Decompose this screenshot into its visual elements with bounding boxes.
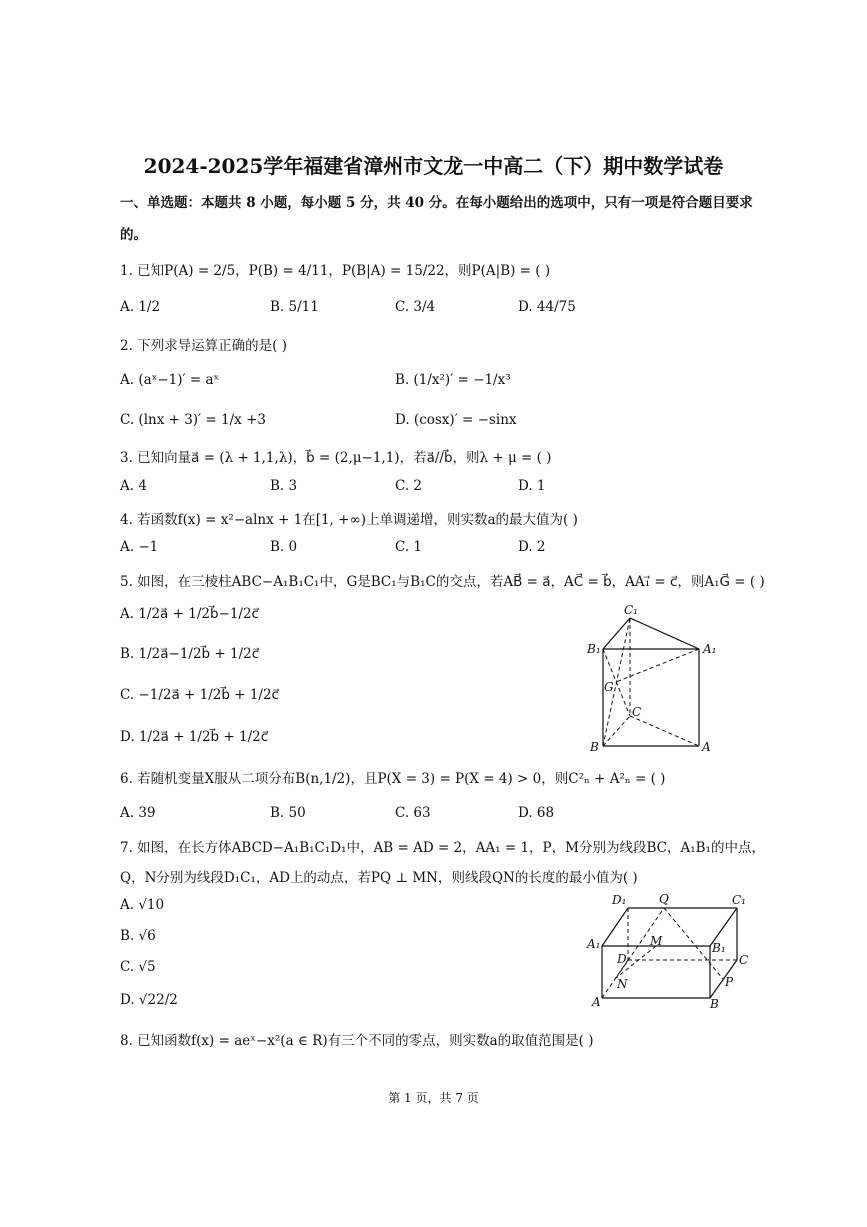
- q3-option-b: B. 3: [270, 478, 298, 494]
- q2-option-d: D. (cosx)′ = −sinx: [395, 412, 517, 428]
- prism-label-c1: C₁: [624, 603, 638, 617]
- q5-option-a: A. 1/2a⃗ + 1/2b⃗−1/2c⃗: [120, 606, 259, 622]
- cuboid-label-d: D: [617, 952, 627, 966]
- cuboid-label-c: C: [739, 953, 749, 967]
- cuboid-label-b1: B₁: [712, 941, 726, 955]
- q3-option-d: D. 1: [518, 478, 546, 494]
- q1-option-b: B. 5/11: [270, 299, 319, 315]
- q2-option-a: A. (aˣ−1)′ = aˣ: [120, 372, 220, 388]
- question-1-stem: 1. 已知P(A) = 2/5，P(B) = 4/11，P(B|A) = 15/22，则P(A|B) = ( ): [120, 263, 551, 279]
- question-4-stem: 4. 若函数f(x) = x²−alnx + 1在[1, +∞)上单调递增，则实数a的最大值为( ): [120, 512, 578, 528]
- question-5-stem: 5. 如图，在三棱柱ABC−A₁B₁C₁中，G是BC₁与B₁C的交点，若AB⃗ = a⃗，AC⃗ = b⃗，AA₁⃗ = c⃗，则A₁G⃗ = ( ): [120, 574, 765, 590]
- question-7-stem-cont: Q，N分别为线段D₁C₁，AD上的动点，若PQ ⊥ MN，则线段QN的长度的最小值为( ): [120, 870, 638, 886]
- q7-option-d: D. √22/2: [120, 992, 178, 1008]
- prism-label-b: B: [590, 740, 599, 754]
- prism-label-b1: B₁: [587, 642, 601, 656]
- q3-option-a: A. 4: [120, 478, 147, 494]
- q6-option-c: C. 63: [395, 805, 431, 821]
- q4-option-b: B. 0: [270, 539, 298, 555]
- question-8-stem: 8. 已知函数f(x) = aeˣ−x²(a ∈ R)有三个不同的零点，则实数a的取值范围是( ): [120, 1033, 594, 1049]
- prism-label-a1: A₁: [703, 642, 717, 656]
- section-heading-cont: 的。: [120, 227, 147, 243]
- cuboid-label-a: A: [592, 995, 601, 1009]
- q2-option-c: C. (lnx + 3)′ = 1/x +3: [120, 412, 266, 428]
- q6-option-a: A. 39: [120, 805, 156, 821]
- q5-option-c: C. −1/2a⃗ + 1/2b⃗ + 1/2c⃗: [120, 687, 279, 703]
- q6-option-b: B. 50: [270, 805, 306, 821]
- q5-option-b: B. 1/2a⃗−1/2b⃗ + 1/2c⃗: [120, 646, 260, 662]
- q6-option-d: D. 68: [518, 805, 555, 821]
- cuboid-label-d1: D₁: [612, 893, 627, 907]
- question-2-stem: 2. 下列求导运算正确的是( ): [120, 338, 287, 354]
- cuboid-figure: [584, 890, 754, 1014]
- q2-option-b: B. (1/x²)′ = −1/x³: [395, 372, 511, 388]
- q7-option-a: A. √10: [120, 897, 165, 913]
- q4-option-a: A. −1: [120, 539, 159, 555]
- section-heading: 一、单选题：本题共 8 小题，每小题 5 分，共 40 分。在每小题给出的选项中，只有一项是符合题目要求: [120, 195, 753, 211]
- q4-option-c: C. 1: [395, 539, 423, 555]
- q5-option-d: D. 1/2a⃗ + 1/2b⃗ + 1/2c⃗: [120, 729, 269, 745]
- cuboid-label-n: N: [617, 977, 628, 991]
- page-footer: 第 1 页，共 7 页: [388, 1091, 479, 1105]
- cuboid-label-b: B: [710, 997, 719, 1011]
- q7-option-c: C. √5: [120, 959, 156, 975]
- q1-option-c: C. 3/4: [395, 299, 436, 315]
- question-7-stem: 7. 如图，在长方体ABCD−A₁B₁C₁D₁中，AB = AD = 2，AA₁ = 1，P，M分别为线段BC，A₁B₁的中点，: [120, 840, 765, 856]
- q3-option-c: C. 2: [395, 478, 423, 494]
- prism-label-a: A: [702, 740, 711, 754]
- q1-option-a: A. 1/2: [120, 299, 161, 315]
- prism-label-c: C: [632, 705, 642, 719]
- cuboid-label-q: Q: [659, 892, 669, 906]
- cuboid-label-c1: C₁: [732, 893, 746, 907]
- cuboid-label-m: M: [650, 934, 663, 948]
- cuboid-label-a1: A₁: [587, 937, 601, 951]
- cuboid-label-p: P: [725, 975, 734, 989]
- q4-option-d: D. 2: [518, 539, 546, 555]
- triangular-prism-figure: [584, 598, 724, 758]
- prism-label-g: G: [604, 680, 614, 694]
- page-title: 2024-2025学年福建省漳州市文龙一中高二（下）期中数学试卷: [143, 154, 724, 178]
- question-3-stem: 3. 已知向量a⃗ = (λ + 1,1,λ)，b⃗ = (2,μ−1,1)，若a⃗//b⃗，则λ + μ = ( ): [120, 450, 552, 466]
- q7-option-b: B. √6: [120, 928, 156, 944]
- q1-option-d: D. 44/75: [518, 299, 576, 315]
- question-6-stem: 6. 若随机变量X服从二项分布B(n,1/2)，且P(X = 3) = P(X = 4) > 0，则C²ₙ + A²ₙ = ( ): [120, 771, 666, 787]
